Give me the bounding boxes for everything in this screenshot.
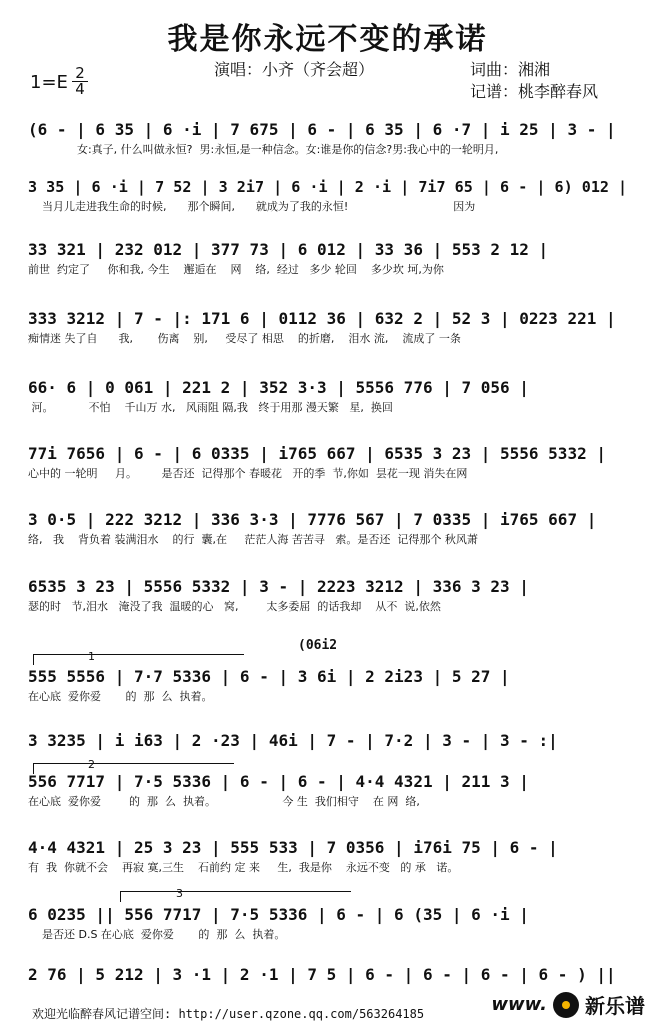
lyric-line: 是否还 D.S 在心底 爱你爱 的 那 么 执着。: [28, 928, 286, 941]
intro-fill: (06i2: [298, 638, 338, 653]
score-row: [28, 905, 628, 942]
brand-logo-area: [491, 990, 645, 1019]
score-row: [28, 772, 628, 809]
song-title: 我是你永远不变的承诺: [167, 22, 488, 57]
key-signature: 1=E: [30, 72, 68, 93]
notes-line: 6535 3 23 | 5556 5332 | 3 - | 2223 3212 | 336 3 23 |: [28, 577, 529, 596]
lyric-line: 在心底 爱你爱 的 那 么 执着。: [28, 690, 213, 703]
score-row: [28, 731, 628, 752]
lyric-line: 女:真子, 什么叫做永恒? 男:永恒,是一种信念。女:谁是你的信念?男:我心中的一轮明月,: [28, 143, 499, 156]
notes-line: 3 35 | 6 ·i | 7 52 | 3 2i7 | 6 ·i | 2 ·i | 7i7 65 | 6 - | 6) 012 |: [28, 178, 628, 196]
brand-name: 新乐谱: [585, 994, 645, 1018]
volta-bracket-1: [33, 654, 244, 665]
lyric-line: 前世 约定了 你和我, 今生 邂逅在 网 络, 经过 多少 轮回 多少坎 坷,为你: [28, 263, 444, 276]
notes-line: (6 - | 6 35 | 6 ·i | 7 675 | 6 - | 6 35 | 6 ·7 | i 25 | 3 - |: [28, 120, 616, 139]
time-signature: [72, 66, 88, 97]
singer-credit: 演唱：小齐（齐会超）: [214, 60, 375, 79]
lyric-line: 河。 不怕 千山万 水, 风雨阻 隔,我 终于用那 漫天繁 星, 换回: [28, 401, 393, 414]
brand-www: www.: [491, 994, 547, 1015]
volta-bracket-2: [33, 763, 234, 774]
time-signature-bottom: 4: [72, 81, 88, 97]
score-row: [28, 667, 628, 704]
lyric-line: 有 我 你就不会 再寂 寞,三生 石前约 定 来 生, 我是你 永远不变 的 承 诺。: [28, 861, 459, 874]
score-row: [28, 240, 628, 277]
notes-line: 66· 6 | 0 061 | 221 2 | 352 3·3 | 5556 776 | 7 056 |: [28, 378, 529, 397]
score-row: [28, 378, 628, 415]
lyric-line: 当月儿走进我生命的时候, 那个瞬间, 就成为了我的永恒! 因为: [28, 200, 476, 213]
volta-bracket-3: [120, 891, 351, 902]
transcriber-credit: 记谱：桃李醉春风: [470, 82, 599, 101]
volta-label-1: 1: [88, 650, 95, 663]
notes-line: 3 3235 | i i63 | 2 ·23 | 46i | 7 - | 7·2 | 3 - | 3 - :|: [28, 731, 558, 750]
volta-label-3: 3: [176, 887, 183, 900]
notes-line: 2 76 | 5 212 | 3 ·1 | 2 ·1 | 7 5 | 6 - | 6 - | 6 - | 6 - ) ||: [28, 965, 616, 984]
notes-line: 6 0235 || 556 7717 | 7·5 5336 | 6 - | 6 (35 | 6 ·i |: [28, 905, 529, 924]
volta-label-2: 2: [88, 758, 95, 771]
notes-line: 4·4 4321 | 25 3 23 | 555 533 | 7 0356 | i76i 75 | 6 - |: [28, 838, 558, 857]
time-signature-top: 2: [75, 64, 85, 82]
score-row: [28, 120, 628, 157]
score-row: [28, 178, 628, 214]
notes-line: 33 321 | 232 012 | 377 73 | 6 012 | 33 36 | 553 2 12 |: [28, 240, 549, 259]
notes-line: 333 3212 | 7 - |: 171 6 | 0112 36 | 632 2 | 52 3 | 0223 221 |: [28, 309, 616, 328]
score-row: [28, 309, 628, 346]
footer-text: 欢迎光临醉春风记谱空间: http://user.qzone.qq.com/563264185: [32, 1007, 425, 1021]
notes-line: 77i 7656 | 6 - | 6 0335 | i765 667 | 6535 3 23 | 5556 5332 |: [28, 444, 606, 463]
score-row: [28, 510, 628, 547]
lyric-line: 瑟的时 节,泪水 淹没了我 温暖的心 窝, 太多委屈 的话我却 从不 说,依然: [28, 600, 441, 613]
lyric-line: 痴情迷 失了自 我, 伤离 别, 受尽了 相思 的折磨, 泪水 流, 流成了 一条: [28, 332, 461, 345]
lyric-line: 在心底 爱你爱 的 那 么 执着。 今 生 我们相守 在 网 络,: [28, 795, 420, 808]
score-row: [28, 444, 628, 481]
score-row: [28, 838, 628, 875]
notes-line: 555 5556 | 7·7 5336 | 6 - | 3 6i | 2 2i23 | 5 27 |: [28, 667, 510, 686]
lyricist-credit: 词曲：湘湘: [470, 60, 551, 79]
score-row: [28, 965, 628, 986]
notes-line: 556 7717 | 7·5 5336 | 6 - | 6 - | 4·4 4321 | 211 3 |: [28, 772, 529, 791]
record-icon: [553, 992, 579, 1018]
lyric-line: 心中的 一轮明 月。 是否还 记得那个 春暖花 开的季 节,你如 昙花一现 消失在网: [28, 467, 468, 480]
score-row: [28, 577, 628, 614]
lyric-line: 络, 我 背负着 装满泪水 的行 囊,在 茫茫人海 苦苦寻 索。是否还 记得那个 秋风萧: [28, 533, 478, 546]
notes-line: 3 0·5 | 222 3212 | 336 3·3 | 7776 567 | 7 0335 | i765 667 |: [28, 510, 597, 529]
